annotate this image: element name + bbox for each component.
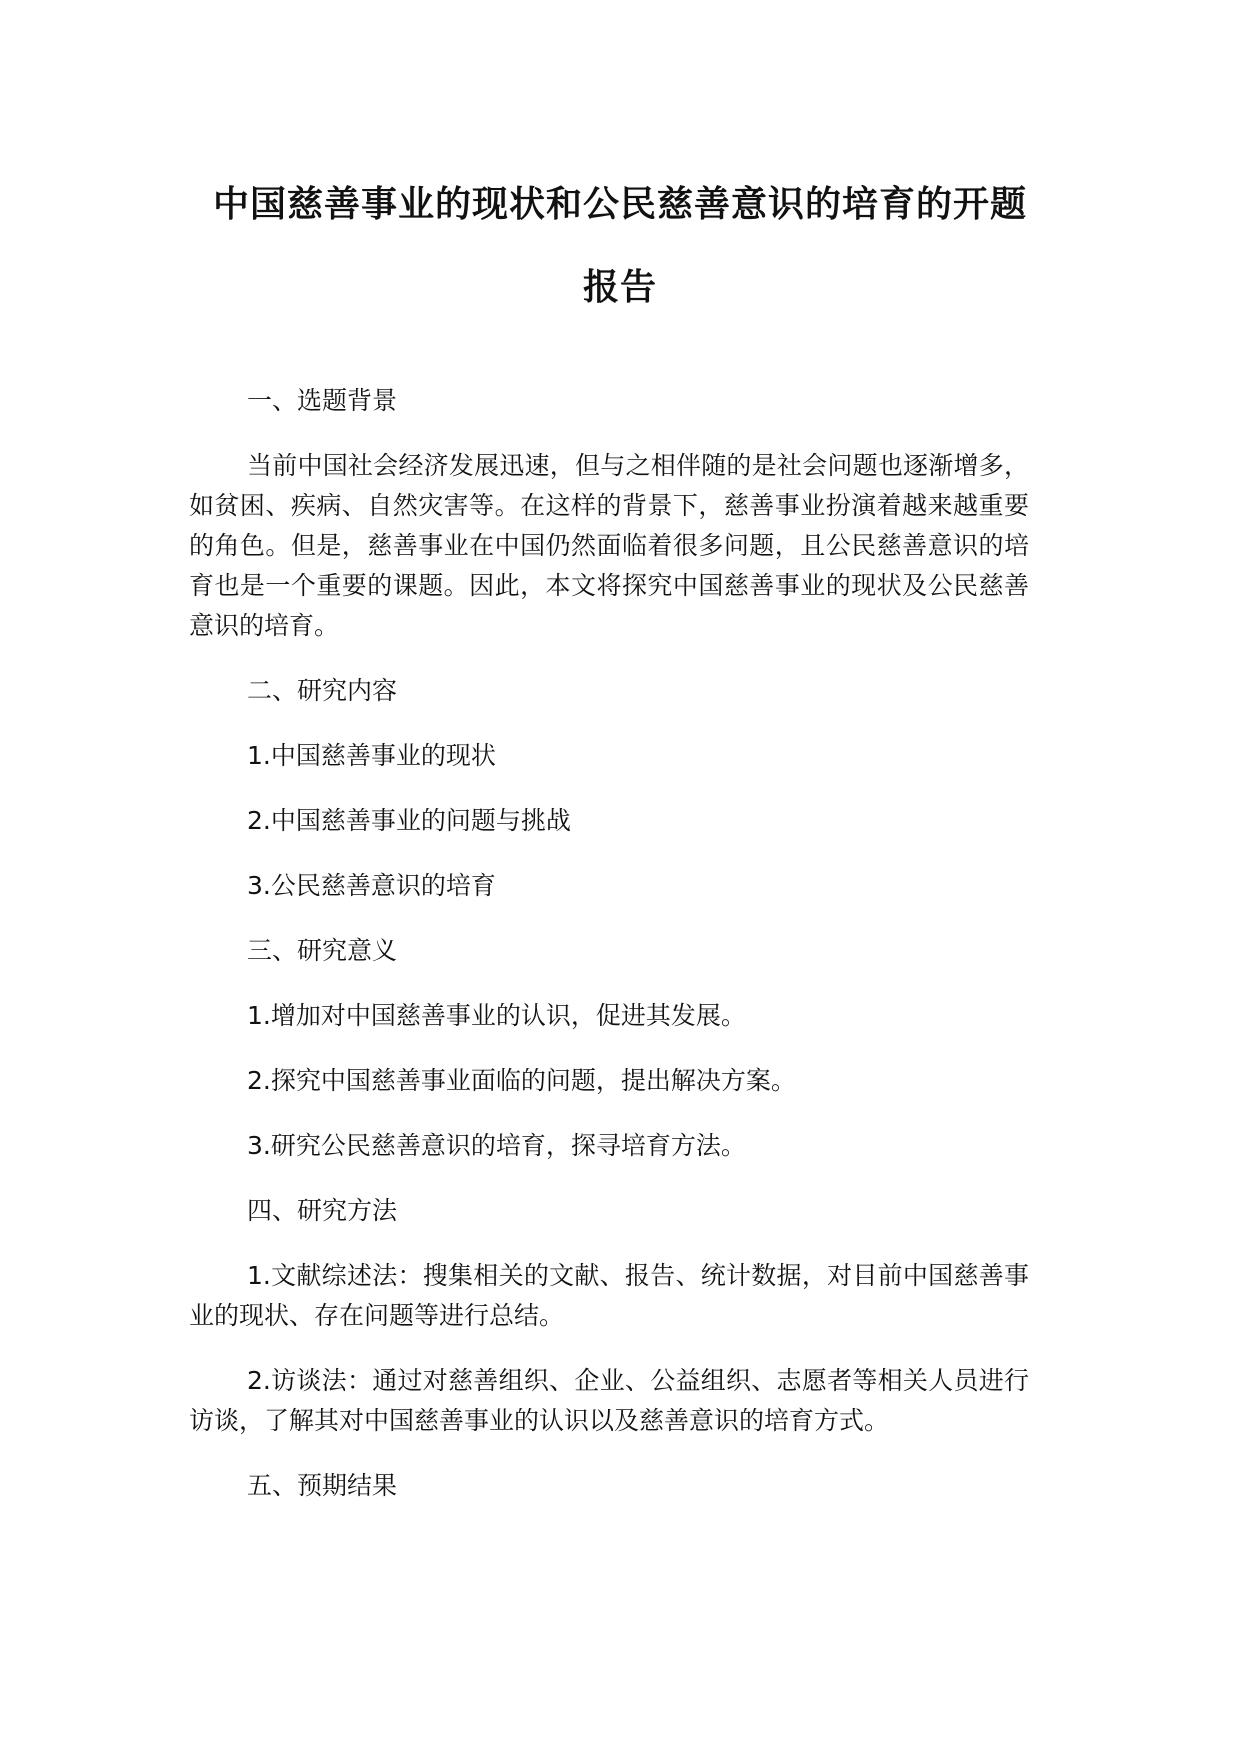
research-significance-item: 2.探究中国慈善事业面临的问题，提出解决方案。: [247, 1066, 796, 1095]
research-content-item: 2.中国慈善事业的问题与挑战: [247, 806, 571, 835]
section-heading-expected-results: 五、预期结果: [247, 1471, 398, 1500]
research-method-paragraph: 2.访谈法：通过对慈善组织、企业、公益组织、志愿者等相关人员进行访谈，了解其对中国慈善事业的认识以及慈善意识的培育方式。: [189, 1366, 1029, 1435]
section-heading-research-methods: 四、研究方法: [247, 1196, 398, 1225]
document-title-line-1: 中国慈善事业的现状和公民慈善意识的培育的开题: [212, 184, 1027, 225]
section-heading-research-significance: 三、研究意义: [247, 936, 398, 965]
background-paragraph: 当前中国社会经济发展迅速，但与之相伴随的是社会问题也逐渐增多，如贫困、疾病、自然灾害等。在这样的背景下，慈善事业扮演着越来越重要的角色。但是，慈善事业在中国仍然面临着很多问题，且公民慈善意识的培育也是一个重要的课题。因此，本文将探究中国慈善事业的现状及公民慈善意识的培育。: [189, 451, 1029, 640]
research-content-item: 1.中国慈善事业的现状: [247, 741, 496, 770]
section-heading-research-content: 二、研究内容: [247, 676, 398, 705]
research-content-item: 3.公民慈善意识的培育: [247, 871, 496, 900]
document-body: [189, 381, 1029, 1506]
document-title-line-2: 报告: [582, 267, 657, 308]
research-method-paragraph: 1.文献综述法：搜集相关的文献、报告、统计数据，对目前中国慈善事业的现状、存在问题等进行总结。: [189, 1261, 1029, 1330]
research-significance-item: 1.增加对中国慈善事业的认识，促进其发展。: [247, 1001, 746, 1030]
section-heading-background: 一、选题背景: [247, 386, 398, 415]
research-significance-item: 3.研究公民慈善意识的培育，探寻培育方法。: [247, 1131, 746, 1160]
